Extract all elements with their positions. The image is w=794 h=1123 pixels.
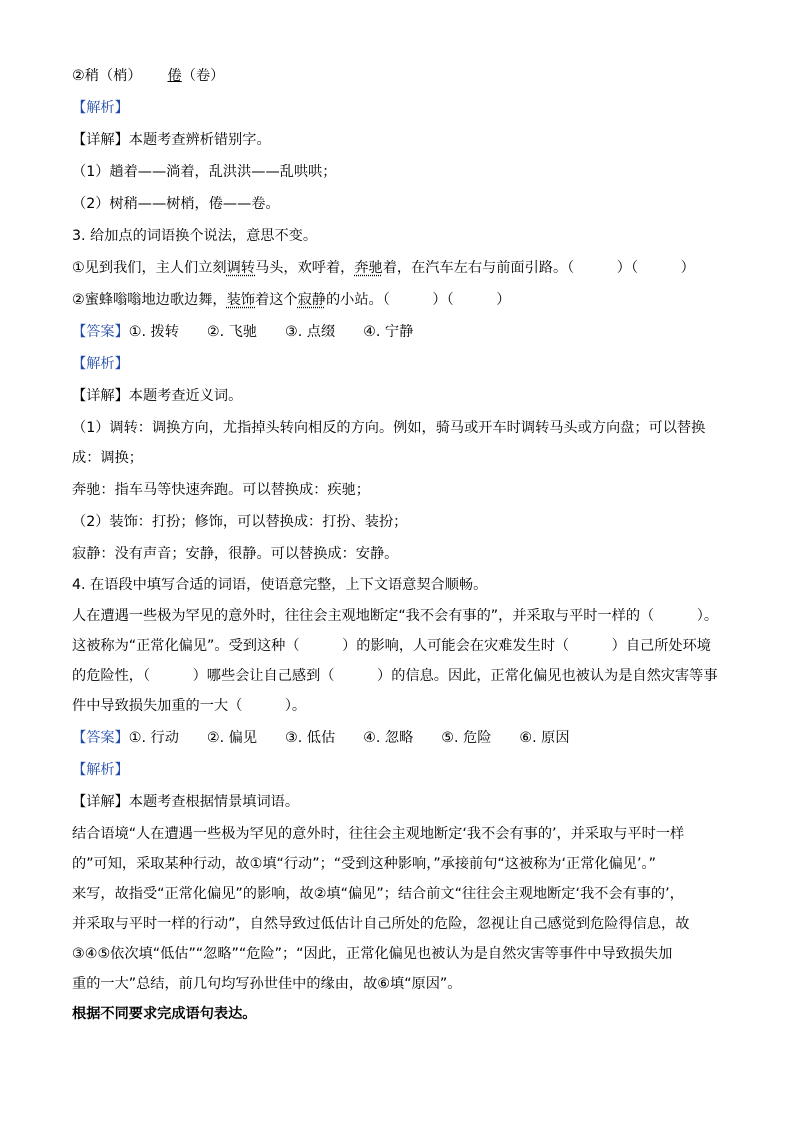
analysis-line: ③④⑤依次填“低估”“忽略”“危险”；“因此，正常化偏见也被认为是自然灾害等事件中导致损失加 <box>72 946 673 962</box>
q4-stem: 4. 在语段中填写合适的词语，使语意完整，上下文语意契合顺畅。 <box>72 577 488 593</box>
detail-tag: 【详解】 <box>72 132 129 148</box>
detail-intro: 本题考查根据情景填词语。 <box>128 794 300 810</box>
detail-tag: 【详解】 <box>72 794 129 810</box>
answer-item: ⑤. 危险 <box>441 730 492 746</box>
analysis-line: 重的一大”总结，前几句均写孙世佳中的缘由，故⑥填“原因”。 <box>72 976 462 992</box>
wrong-char: 稍 <box>84 68 99 84</box>
q2-item2-line <box>72 66 722 86</box>
detail-line <box>72 386 722 406</box>
analysis-line: 奔驰：指车马等快速奔跑。可以替换成：疾驰； <box>72 482 370 498</box>
analysis-line: 并采取与平时一样的行动”，自然导致过低估计自己所处的危险，忽视让自己感觉到危险得信息，故 <box>72 916 690 932</box>
answer-item: ③. 点缀 <box>285 324 336 340</box>
analysis-tag: 【解析】 <box>72 762 129 778</box>
answer-item: ①. 行动 <box>128 730 179 746</box>
dotted-word: 调转 <box>226 260 255 276</box>
text: 的小站。（ ）（ ） <box>325 292 511 308</box>
answer-tag: 【答案】 <box>72 324 129 340</box>
correct-char: （梢） <box>98 68 142 84</box>
detail-intro: 本题考查辨析错别字。 <box>128 132 271 148</box>
text: 马头，欢呼着， <box>255 260 355 276</box>
answer-item: ⑥. 原因 <box>519 730 570 746</box>
q4-paragraph-line: 人在遭遇一些极为罕见的意外时，往往会主观地断定“我不会有事的”，并采取与平时一样的（ ）。 <box>72 608 719 624</box>
analysis-line: 成：调换； <box>72 450 143 466</box>
answer-tag: 【答案】 <box>72 730 129 746</box>
text: ①见到我们，主人们立刻 <box>72 260 227 276</box>
q3-answer-line <box>72 322 722 342</box>
correct-char: （卷） <box>181 68 225 84</box>
item-marker: ② <box>72 68 85 84</box>
q4-paragraph-line: 这被称为“正常化偏见”。受到这种（ ）的影响，人可能会在灾难发生时（ ）自己所处环境 <box>72 638 711 654</box>
dotted-word: 寂静 <box>297 292 326 308</box>
analysis-line: 结合语境“人在遭遇一些极为罕见的意外时，往往会主观地断定‘我不会有事的’，并采取与平时一样 <box>72 826 685 842</box>
q3-sentence-1 <box>72 258 722 278</box>
analysis-tag: 【解析】 <box>72 100 129 116</box>
answer-item: ②. 偏见 <box>206 730 258 746</box>
section-heading: 根据不同要求完成语句表达。 <box>72 1006 257 1022</box>
text: 着，在汽车左右与前面引路。（ ）（ ） <box>382 260 695 276</box>
analysis-tag: 【解析】 <box>72 356 129 372</box>
wrong-char: 倦 <box>167 68 182 84</box>
answer-item: ④. 宁静 <box>363 324 414 340</box>
detail-tag: 【详解】 <box>72 388 129 404</box>
q4-paragraph-line: 件中导致损失加重的一大（ ）。 <box>72 698 307 714</box>
analysis-line: 的”可知，采取某种行动，故①填“行动”；“受到这种影响，”承接前句“这被称为‘正常化偏见’。” <box>72 856 656 872</box>
analysis-line: （2）树稍——树梢，倦——卷。 <box>72 196 280 212</box>
detail-line <box>72 130 722 150</box>
dotted-word: 奔驰 <box>354 260 383 276</box>
answer-item: ④. 忽略 <box>363 730 414 746</box>
analysis-line: （1）趟着——淌着，乱洪洪——乱哄哄； <box>72 164 337 180</box>
text: ②蜜蜂嗡嗡地边歌边舞， <box>72 292 227 308</box>
analysis-line: （2）装饰：打扮；修饰，可以替换成：打扮、装扮； <box>72 514 408 530</box>
q3-sentence-2 <box>72 290 722 310</box>
detail-intro: 本题考查近义词。 <box>128 388 243 404</box>
q4-paragraph-line: 的危险性，（ ）哪些会让自己感到（ ）的信息。因此，正常化偏见也被认为是自然灾害等事 <box>72 668 718 684</box>
answer-item: ②. 飞驰 <box>206 324 258 340</box>
answer-item: ③. 低估 <box>285 730 336 746</box>
dotted-word: 装饰 <box>226 292 255 308</box>
analysis-line: 来写，故指受“正常化偏见”的影响，故②填“偏见”；结合前文“往往会主观地断定‘我不会有事的’， <box>72 886 684 902</box>
analysis-line: （1）调转：调换方向，尤指掉头转向相反的方向。例如，骑马或开车时调转马头或方向盘；可以替换 <box>72 420 706 436</box>
q4-answer-line <box>72 728 722 748</box>
detail-line <box>72 792 722 812</box>
q3-stem: 3. 给加点的词语换个说法，意思不变。 <box>72 228 318 244</box>
text: 着这个 <box>255 292 298 308</box>
answer-item: ①. 拨转 <box>128 324 179 340</box>
analysis-line: 寂静：没有声音；安静，很静。可以替换成：安静。 <box>72 546 399 562</box>
